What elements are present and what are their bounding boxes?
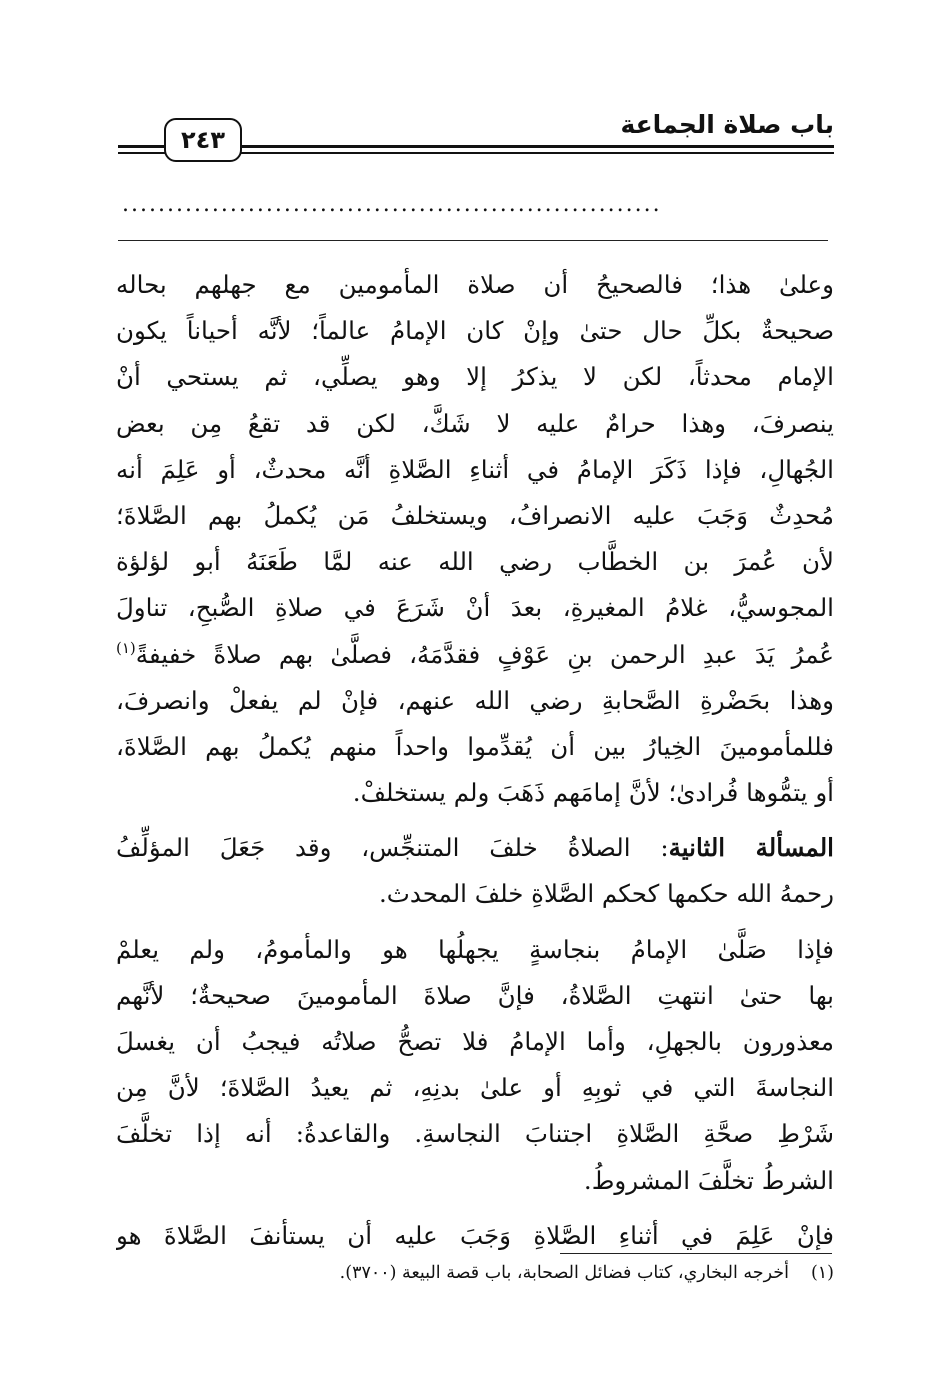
body-text [116,262,834,1259]
text-line: رحمهُ الله حكمها كحكم الصَّلاةِ خلفَ المحدث. [379,879,834,909]
text-line: مُحدِثٌ وَجَبَ عليه الانصرافُ، ويستخلفُ مَن يُكملُ بهم الصَّلاةَ؛ [116,500,834,530]
text-line: فللمأمومينَ الخِيارُ بين أن يُقدِّموا واحداً منهم يُكملُ بهم الصَّلاةَ، [116,731,834,761]
text-line: أو يتمُّوها فُرادىٰ؛ لأنَّ إمامَهم ذَهَبَ ولم يستخلفْ. [352,778,834,808]
text-line: بها حتىٰ انتهتِ الصَّلاةُ، فإنَّ صلاةَ المأمومينَ صحيحةٌ؛ لأنَّهم [116,980,834,1010]
footnote [120,1258,834,1288]
page-header [118,104,834,164]
text-line: المجوسيُّ، غلامُ المغيرةِ، بعدَ أنْ شَرَعَ في صلاةِ الصُّبحِ، تناولَ [116,593,834,623]
text-line: شَرْطِ صحَّةِ الصَّلاةِ اجتنابَ النجاسةِ. والقاعدةُ: أنه إذا تخلَّفَ [116,1119,834,1149]
text-line: وعلىٰ هذا؛ فالصحيحُ أن صلاة المأمومين مع جهلهم بحاله [116,270,834,299]
page-number: ٢٤٣ [164,118,242,162]
footnote-text: أخرجه البخاري، كتاب فضائل الصحابة، باب قصة البيعة (٣٧٠٠). [339,1263,789,1283]
text-line [116,825,834,871]
footnote-reference: (١) [116,638,136,657]
text-segment: عُمرُ يَدَ عبدِ الرحمن بنِ عَوْفٍ فقدَّمَهُ، فصلَّىٰ بهم صلاةً خفيفةً [135,639,834,669]
dotted-separator: ............................................................ [122,192,662,217]
top-rule [118,240,828,241]
text-line: وهذا بحَضْرةِ الصَّحابةِ رضي الله عنهم، فإنْ لم يفعلْ وانصرفَ، [116,685,834,715]
text-line [116,632,834,678]
footnote-marker: (١) [810,1263,834,1283]
chapter-title: باب صلاة الجماعة [620,110,834,139]
text-line: النجاسةَ التي في ثوبِهِ أو علىٰ بدنِهِ، ثم يعيدُ الصَّلاةَ؛ لأنَّ مِن [116,1073,834,1103]
issue-heading: المسألة الثانية [668,833,834,863]
text-segment: : الصلاةُ خلفَ المتنجِّس، وقد جَعَلَ المؤلِّفُ [116,833,669,863]
text-line: فإذا صَلَّىٰ الإمامُ بنجاسةٍ يجهلُها هو والمأمومُ، ولم يعلمْ [116,934,834,964]
text-line: صحيحةٌ بكلِّ حال حتىٰ وإنْ كان الإمامُ عالماً؛ لأنَّه أحياناً يكون [116,316,834,346]
footnote-rule [560,1253,832,1254]
text-line: لأن عُمرَ بن الخطَّاب رضي الله عنه لمَّا طَعَنَهُ أبو لؤلؤة [116,547,834,577]
text-line: الإمام محدثاً، لكن لا يذكرُ إلا وهو يصلِّي، ثم يستحي أنْ [116,362,834,392]
text-line: الجُهالِ، فإذا ذَكَرَ الإمامُ في أثناءِ الصَّلاةِ أنَّه محدثٌ، أو عَلِمَ أنه [116,454,834,484]
text-line: فإنْ عَلِمَ في أثناءِ الصَّلاةِ وَجَبَ عليه أن يستأنفَ الصَّلاةَ هو [116,1220,834,1250]
text-line: ينصرفَ، وهذا حرامٌ عليه لا شَكَّ، لكن قد تقعُ مِن بعض [116,408,834,438]
text-line: معذورون بالجهلِ، وأما الإمامُ فلا تصحُّ صلاتُه فيجبُ أن يغسلَ [116,1027,834,1056]
text-line: الشرطُ تخلَّفَ المشروطُ. [583,1165,834,1195]
